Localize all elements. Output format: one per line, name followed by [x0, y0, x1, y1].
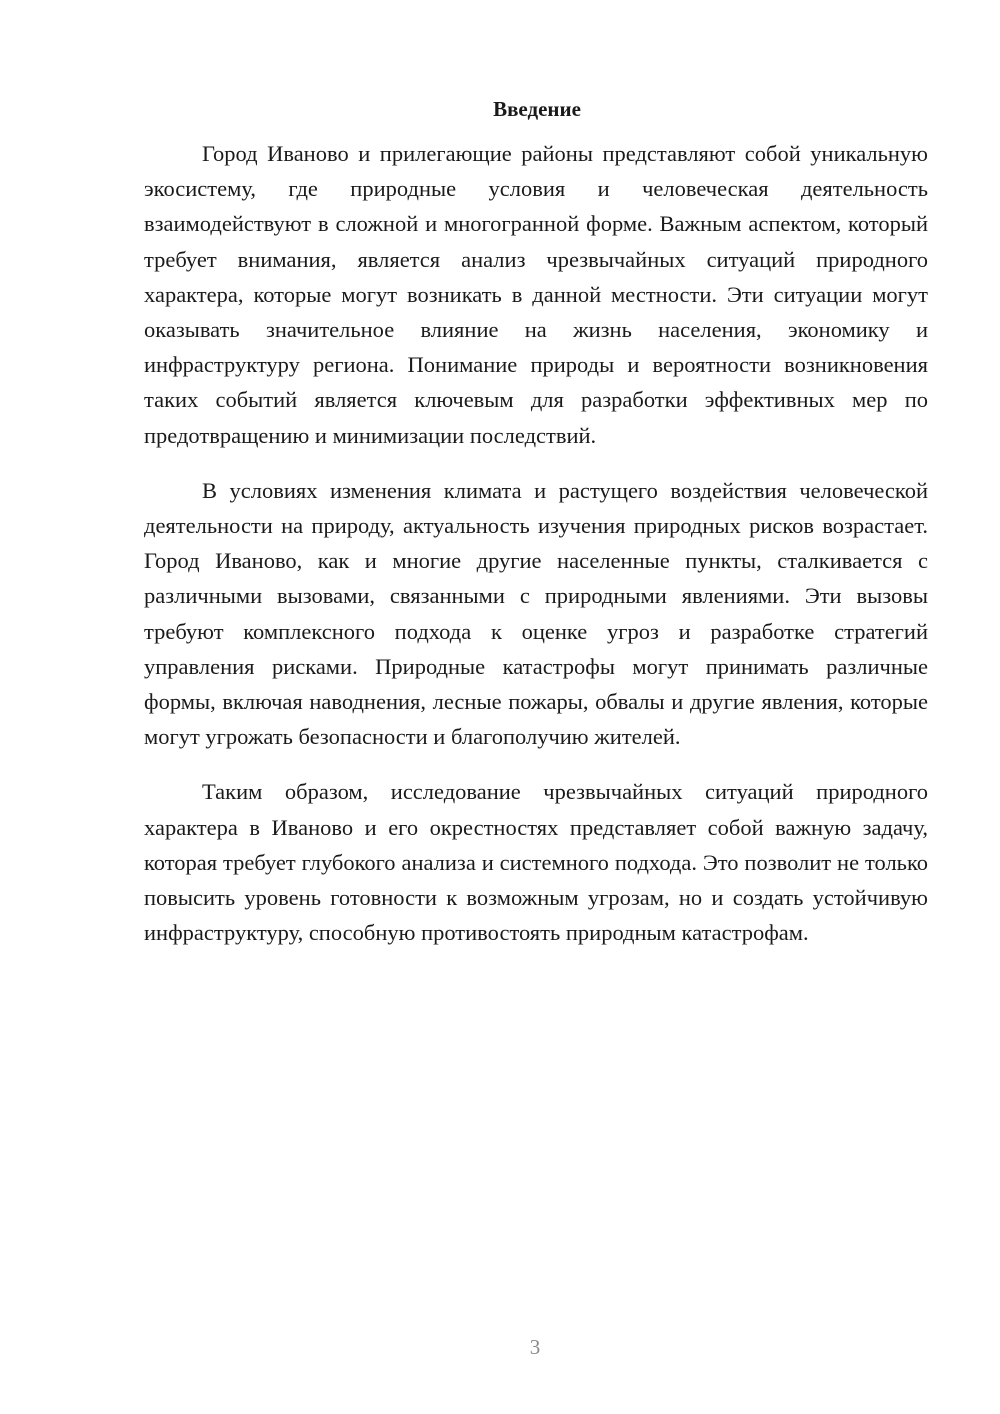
- section-heading: Введение: [493, 97, 581, 121]
- page-content: [144, 92, 928, 950]
- paragraph-intro: Город Иваново и прилегающие районы представляют собой уникальную экосистему, где природные условия и человеческая деятельность взаимодействуют в сложной и многогранной форме. Важным аспектом, который требует внимания, является анализ чрезвычайных ситуаций природного характера, которые могут возникать в данной местности. Эти ситуации могут оказывать значительное влияние на жизнь населения, экономику и инфраструктуру региона. Понимание природы и вероятности возникновения таких событий является ключевым для разработки эффективных мер по предотвращению и минимизации последствий.: [144, 141, 928, 448]
- paragraph-climate-risks: В условиях изменения климата и растущего воздействия человеческой деятельности на природу, актуальность изучения природных рисков возрастает. Город Иваново, как и многие другие населенные пункты, сталкивается с различными вызовами, связанными с природными явлениями. Эти вызовы требуют комплексного подхода к оценке угроз и разработке стратегий управления рисками. Природные катастрофы могут принимать различные формы, включая наводнения, лесные пожары, обвалы и другие явления, которые могут угрожать безопасности и благополучию жителей.: [144, 477, 928, 750]
- paragraph-conclusion: Таким образом, исследование чрезвычайных ситуаций природного характера в Иваново и его окрестностях представляет собой важную задачу, которая требует глубокого анализа и системного подхода. Это позволит не только повысить уровень готовности к возможным угрозам, но и создать устойчивую инфраструктуру, способную противостоять природным катастрофам.: [144, 779, 928, 946]
- page-number: 3: [529, 1335, 541, 1359]
